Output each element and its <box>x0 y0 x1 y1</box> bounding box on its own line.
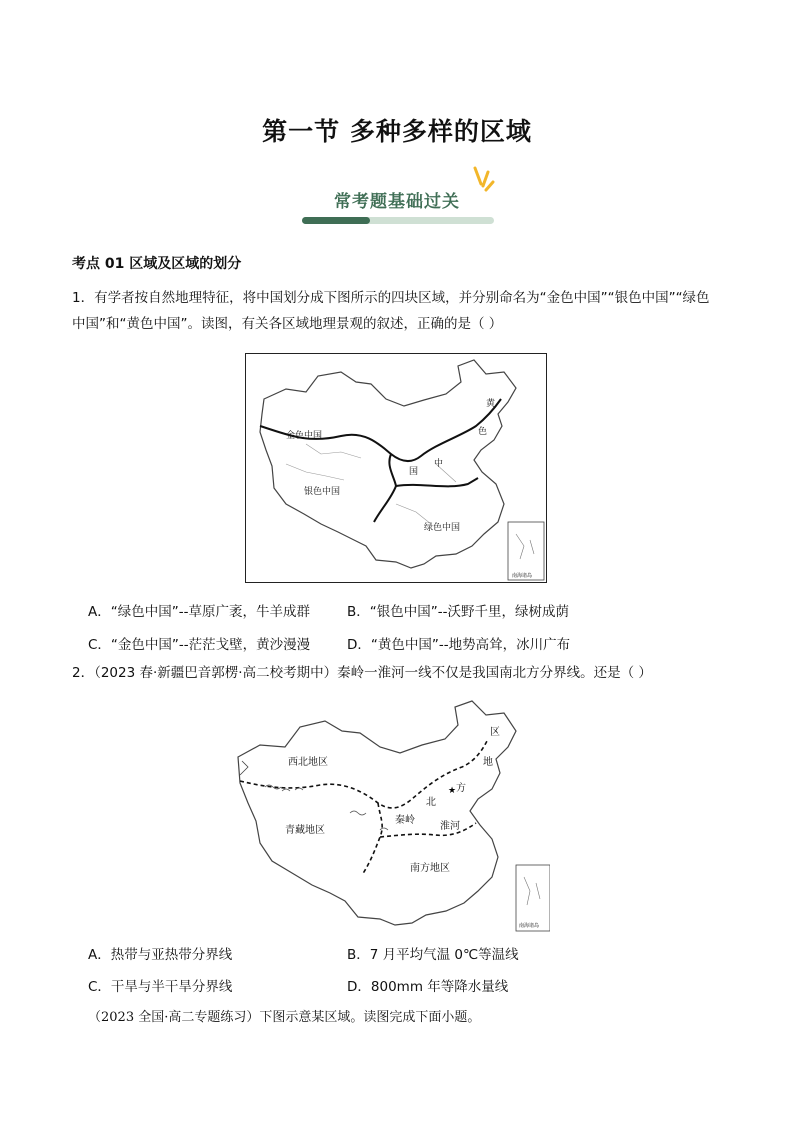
south-sea-inset-2 <box>516 865 550 931</box>
northwest-boundary <box>240 739 488 808</box>
label-green: 绿色中国 <box>424 523 461 533</box>
china-four-regions-map <box>245 353 547 583</box>
label-north-2: 方 <box>456 783 466 794</box>
inset-label-2: 南海诸岛 <box>519 923 540 929</box>
yellow-green-boundary <box>396 478 478 486</box>
q1-option-d[interactable]: D．“黄色中国”--地势高耸，冰川广布 <box>347 637 571 653</box>
q2-option-d[interactable]: D．800mm 年等降水量线 <box>347 979 509 995</box>
question-2-stem: 2．（2023 春·新疆巴音郭楞·高二校考期中）秦岭一淮河一线不仅是我国南北方分界线。还是（ ） <box>72 665 652 681</box>
china-outline-2 <box>238 701 516 925</box>
q1-option-b[interactable]: B．“银色中国”--沃野千里，绿树成荫 <box>347 604 569 620</box>
question-1-line2: 中国”和“黄色中国”。读图，有关各区域地理景观的叙述，正确的是（ ） <box>72 316 503 332</box>
question-3-intro: （2023 全国·高二专题练习）下图示意某区域。读图完成下面小题。 <box>88 1010 481 1025</box>
label-silver: 银色中国 <box>304 487 341 497</box>
q2-option-b[interactable]: B．7 月平均气温 0℃等温线 <box>347 947 519 963</box>
label-north-4: 区 <box>490 727 500 738</box>
label-yellow-4: 国 <box>409 467 419 477</box>
label-yellow-2: 色 <box>478 427 488 437</box>
inset-label: 南海诸岛 <box>512 573 533 579</box>
south-sea-inset <box>508 522 544 580</box>
silver-green-boundary <box>374 454 396 522</box>
label-north-1: 北 <box>426 797 436 808</box>
china-regions-map <box>230 695 550 935</box>
banner-label: 常考题基础过关 <box>334 192 460 212</box>
china-outline <box>260 360 516 568</box>
label-south: 南方地区 <box>410 863 450 874</box>
label-northwest: 西北地区 <box>288 757 328 768</box>
q1-option-a[interactable]: A．“绿色中国”--草原广袤，牛羊成群 <box>88 604 310 620</box>
question-1-line1: 1．有学者按自然地理特征，将中国划分成下图所示的四块区域，并分别命名为“金色中国”“银色中国”“绿色 <box>72 290 710 306</box>
q2-option-a[interactable]: A．热带与亚热带分界线 <box>88 947 233 963</box>
q1-option-c[interactable]: C．“金色中国”--茫茫戈壁，黄沙漫漫 <box>88 637 311 653</box>
label-gold: 金色中国 <box>286 431 323 441</box>
q2-option-c[interactable]: C．干旱与半干旱分界线 <box>88 979 233 995</box>
label-yellow-3: 中 <box>434 459 444 469</box>
section-heading: 考点 01 区域及区域的划分 <box>72 256 242 272</box>
label-qingzang: 青藏地区 <box>285 825 325 836</box>
label-huaihe: 淮河 <box>440 821 460 832</box>
page-title: 第一节 多种多样的区域 <box>262 117 532 146</box>
label-yellow-1: 黄 <box>486 399 496 409</box>
label-qinling: 秦岭 <box>395 815 415 826</box>
label-north-3: 地 <box>483 757 493 768</box>
capital-star-icon: ★ <box>448 786 457 796</box>
